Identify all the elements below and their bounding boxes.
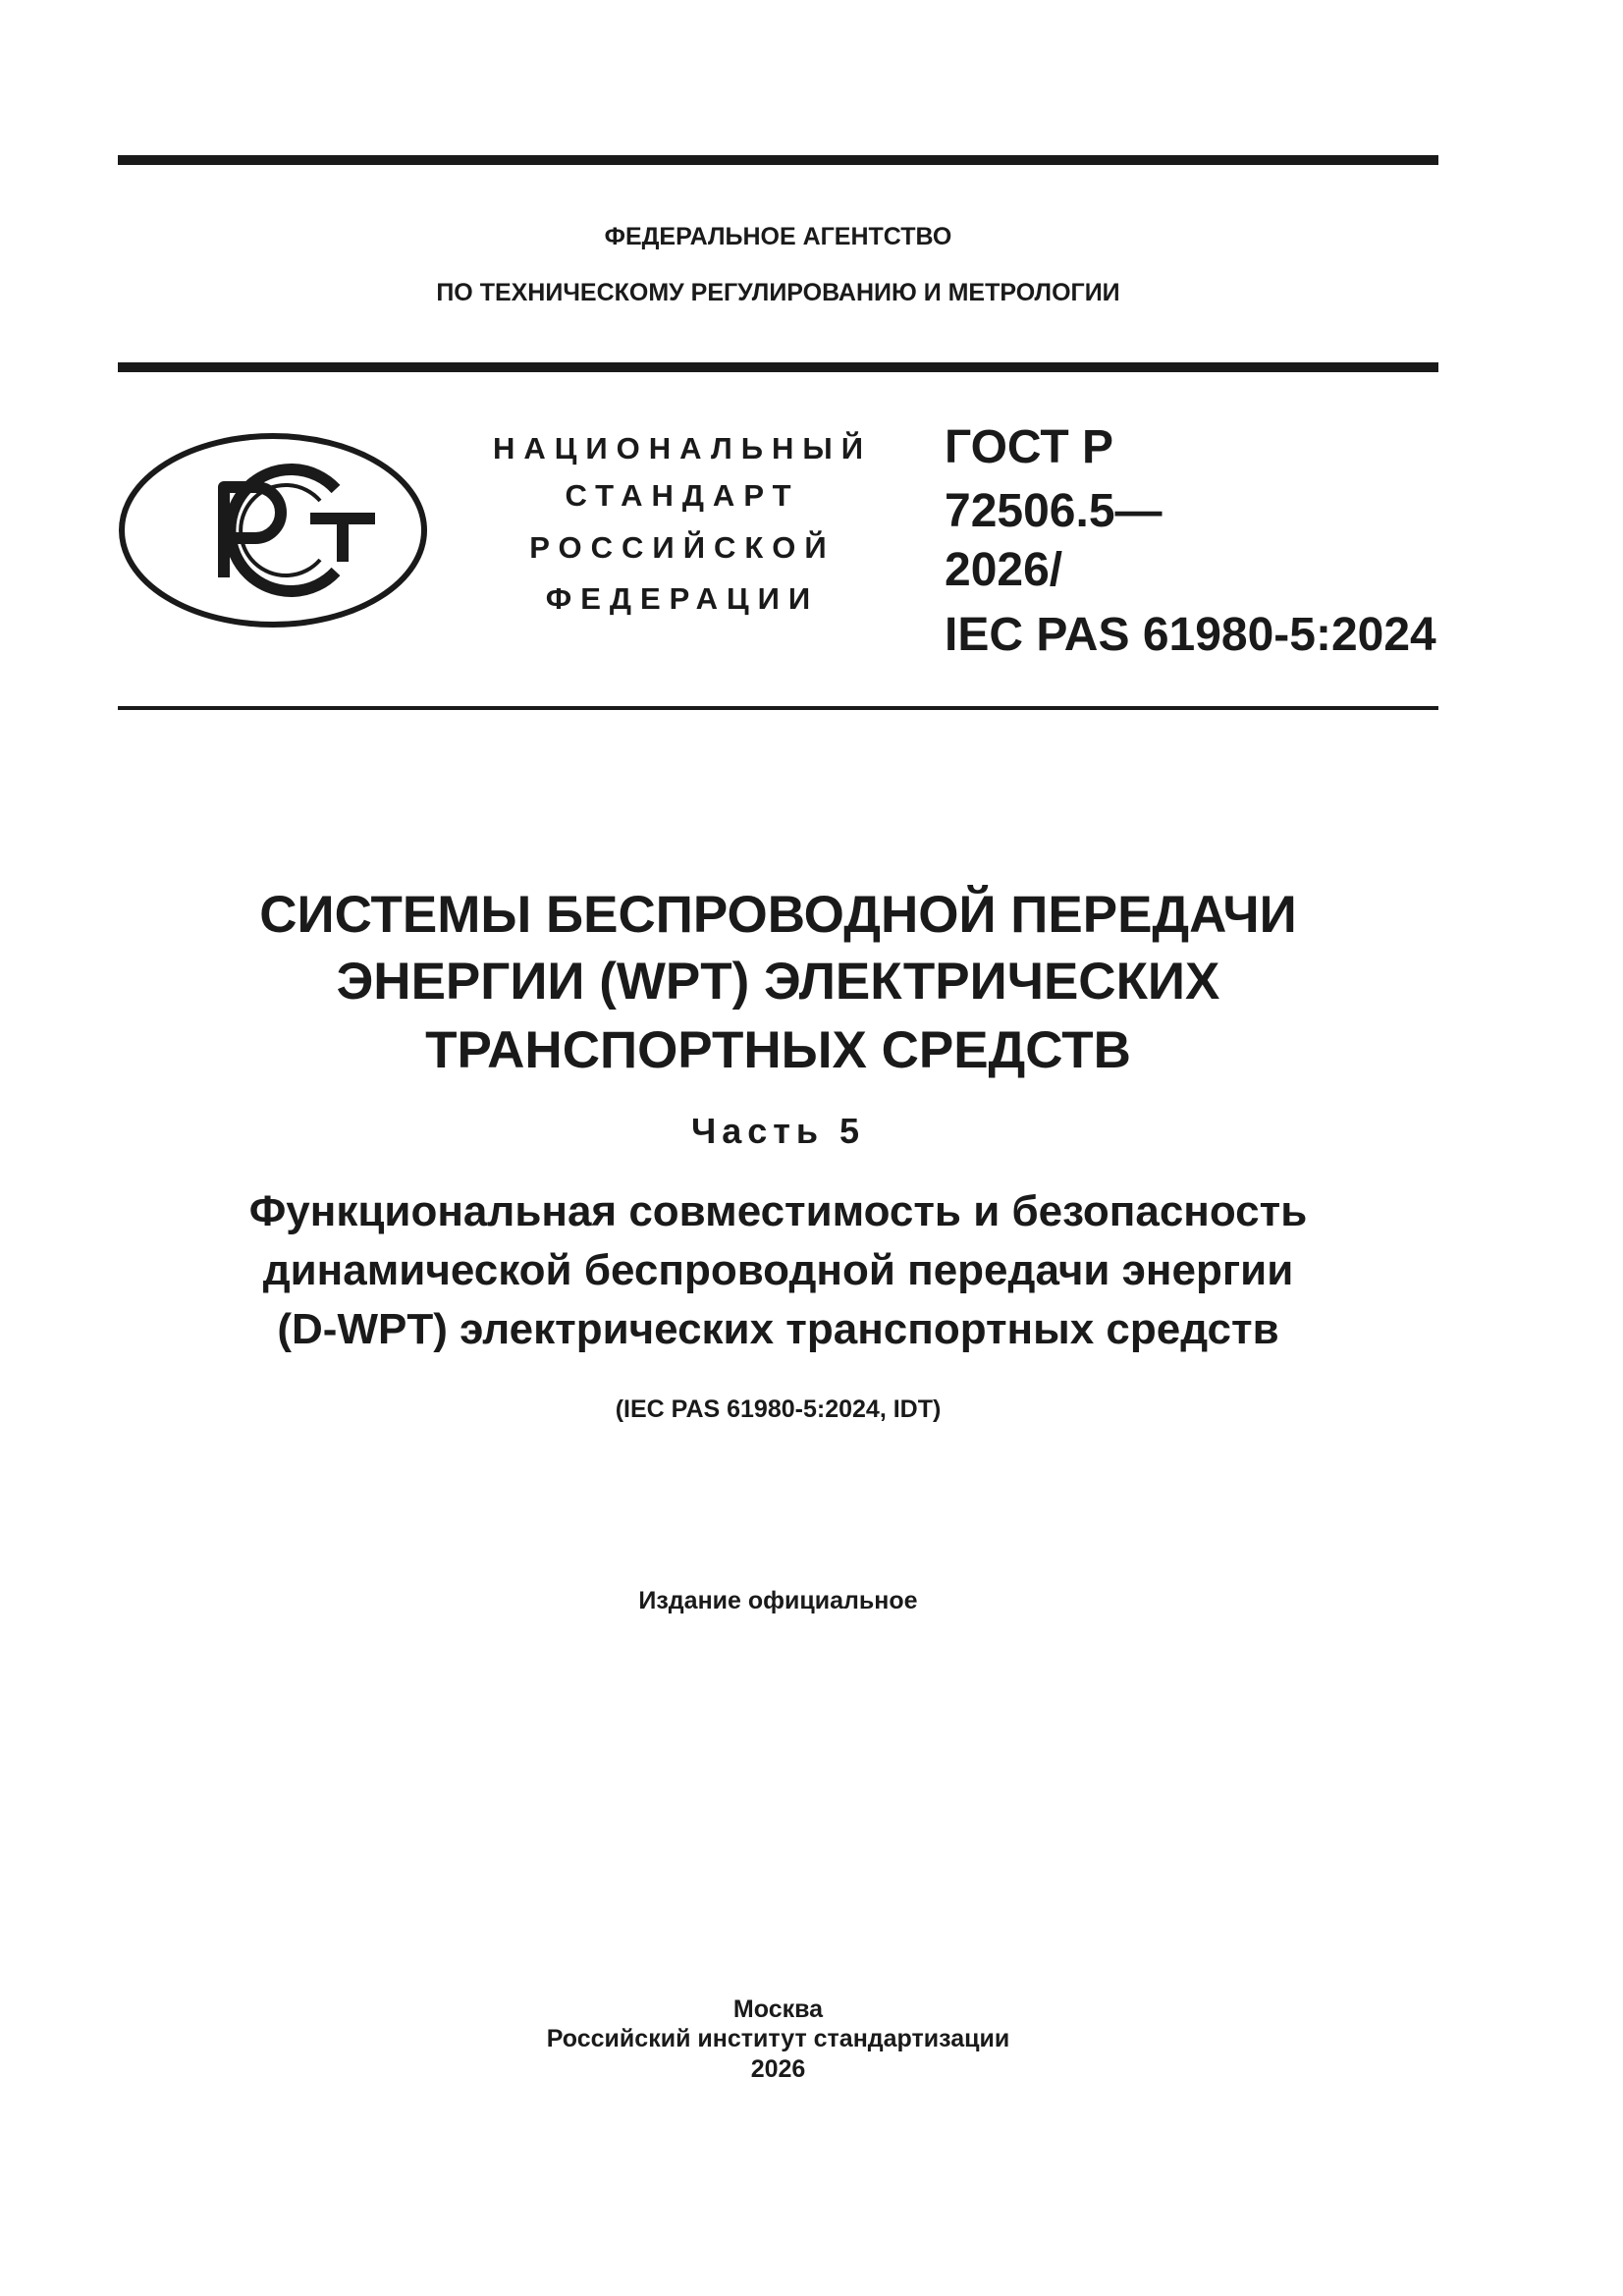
title-line-1: СИСТЕМЫ БЕСПРОВОДНОЙ ПЕРЕДАЧИ [259, 886, 1297, 944]
edition-label: Издание официальное [638, 1587, 918, 1614]
national-standard-line-3: РОССИЙСКОЙ [529, 530, 836, 565]
header-bottom-rule [118, 706, 1438, 710]
title-line-3: ТРАНСПОРТНЫХ СРЕДСТВ [425, 1021, 1131, 1079]
national-standard-line-2: СТАНДАРТ [565, 478, 800, 513]
designation-line-3: 2026/ [945, 544, 1063, 596]
subtitle-line-2: динамической беспроводной передачи энергии [262, 1246, 1294, 1294]
part-number: Часть 5 [690, 1111, 866, 1151]
publisher-institute: Российский институт стандартизации [546, 2025, 1010, 2052]
subtitle-line-1: Функциональная совместимость и безопасность [248, 1187, 1308, 1235]
subtitle-line-3: (D-WPT) электрических транспортных средств [277, 1305, 1279, 1353]
title-line-2: ЭНЕРГИИ (WPT) ЭЛЕКТРИЧЕСКИХ [336, 953, 1220, 1011]
national-standard-line-1: НАЦИОНАЛЬНЫЙ [492, 431, 873, 465]
agency-line-2: ПО ТЕХНИЧЕСКОМУ РЕГУЛИРОВАНИЮ И МЕТРОЛОГИИ [436, 279, 1120, 306]
designation-line-2: 72506.5— [945, 485, 1163, 537]
agency-line-1: ФЕДЕРАЛЬНОЕ АГЕНТСТВО [604, 223, 952, 250]
publisher-city: Москва [732, 1995, 824, 2023]
top-rule [118, 155, 1438, 165]
identity-note: (IEC PAS 61980-5:2024, IDT) [615, 1395, 942, 1423]
national-standard-line-4: ФЕДЕРАЦИИ [545, 581, 820, 616]
designation-line-4: IEC PAS 61980-5:2024 [945, 609, 1436, 661]
agency-rule [118, 362, 1438, 372]
publisher-year: 2026 [750, 2055, 806, 2083]
designation-line-1: ГОСТ Р [945, 421, 1114, 473]
gost-r-logo-icon [118, 432, 428, 629]
